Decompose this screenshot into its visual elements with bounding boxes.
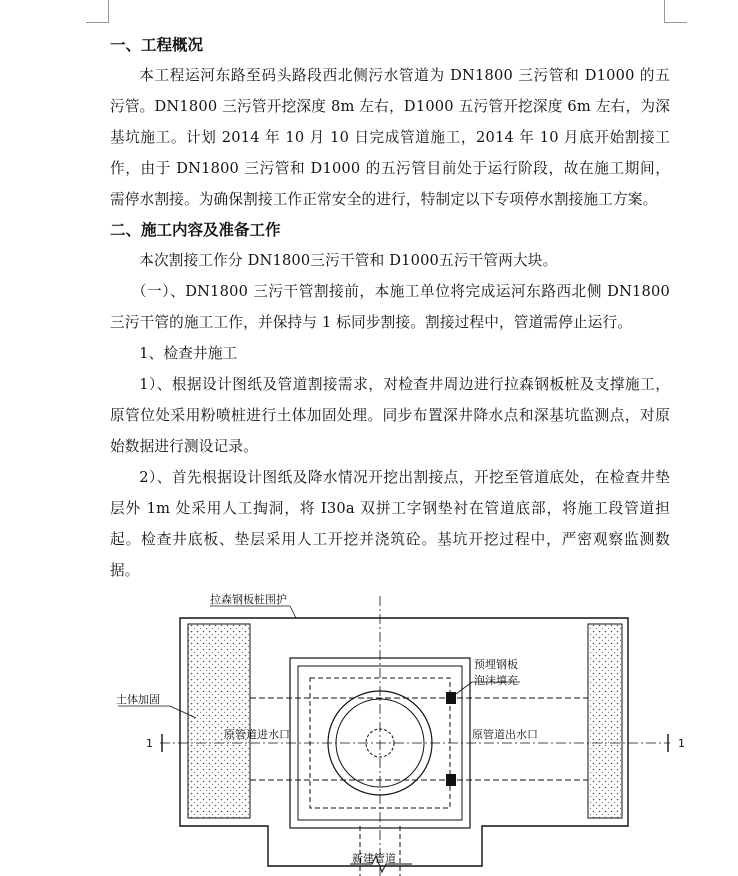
label-inlet: 原管道进水口 bbox=[224, 728, 290, 741]
paragraph-dn1800: （一）、DN1800 三污干管割接前，本施工单位将完成运河东路西北侧 DN1800 三污干管的施工工作，并保持与 1 标同步割接。割接过程中，管道需停止运行。 bbox=[110, 283, 670, 331]
label-outlet: 原管道出水口 bbox=[472, 728, 538, 741]
label-soil-reinforcement: 土体加固 bbox=[116, 693, 160, 706]
paragraph-step-1: 1）、根据设计图纸及管道割接需求，对检查井周边进行拉森钢板桩及支撑施工，原管位处采用粉喷桩进行土体加固处理。同步布置深井降水点和深基坑监测点，对原始数据进行测设记录。 bbox=[110, 376, 670, 455]
crop-mark-top-right bbox=[664, 0, 687, 23]
label-sheet-pile: 拉森钢板桩围护 bbox=[210, 593, 287, 606]
crop-mark-top-left bbox=[86, 0, 109, 23]
paragraph-overview: 本工程运河东路至码头路段西北侧污水管道为 DN1800 三污管和 D1000 的五污管。DN1800 三污管开挖深度 8m 左右，D1000 五污管开挖深度 6m 左右，为深基坑施工。计划 2014 年 10 月 10 日完成管道施工，2014 年 10 月底开始割接工作，由于 DN1800 三污管和 D1000 的五污管目前处于运行阶段，故在施工期间，需停水割接。为确保割接工作正常安全的进行，特制定以下专项停水割接施工方案。 bbox=[110, 67, 670, 208]
paragraph-scope: 本次割接工作分 DN1800三污干管和 D1000五污干管两大块。 bbox=[139, 252, 558, 269]
embedded-plate-bottom bbox=[446, 774, 456, 786]
section-heading-content: 二、施工内容及准备工作 bbox=[110, 221, 281, 239]
soil-block-left bbox=[188, 624, 250, 818]
document-body bbox=[110, 30, 670, 586]
inspection-well-plan-diagram bbox=[100, 588, 710, 876]
label-section-left: 1 bbox=[146, 737, 153, 750]
label-new-pipe: 新建管道 bbox=[352, 852, 396, 865]
label-embedded-plate: 预埋钢板 bbox=[474, 658, 518, 671]
subheading-inspection-well: 1、检查井施工 bbox=[139, 345, 238, 362]
section-heading-overview: 一、工程概况 bbox=[110, 36, 204, 54]
soil-block-right bbox=[588, 624, 622, 818]
label-foam-fill: 泡沫填充 bbox=[474, 674, 518, 687]
embedded-plate-top bbox=[446, 692, 456, 704]
paragraph-step-2: 2）、首先根据设计图纸及降水情况开挖出割接点，开挖至管道底处，在检查井垫层外 1m 处采用人工掏洞，将 I30a 双拼工字钢垫衬在管道底部，将施工段管道担起。检查井底板、垫层采用人工开挖并浇筑砼。基坑开挖过程中，严密观察监测数据。 bbox=[110, 469, 670, 579]
label-section-right: 1 bbox=[678, 737, 685, 750]
